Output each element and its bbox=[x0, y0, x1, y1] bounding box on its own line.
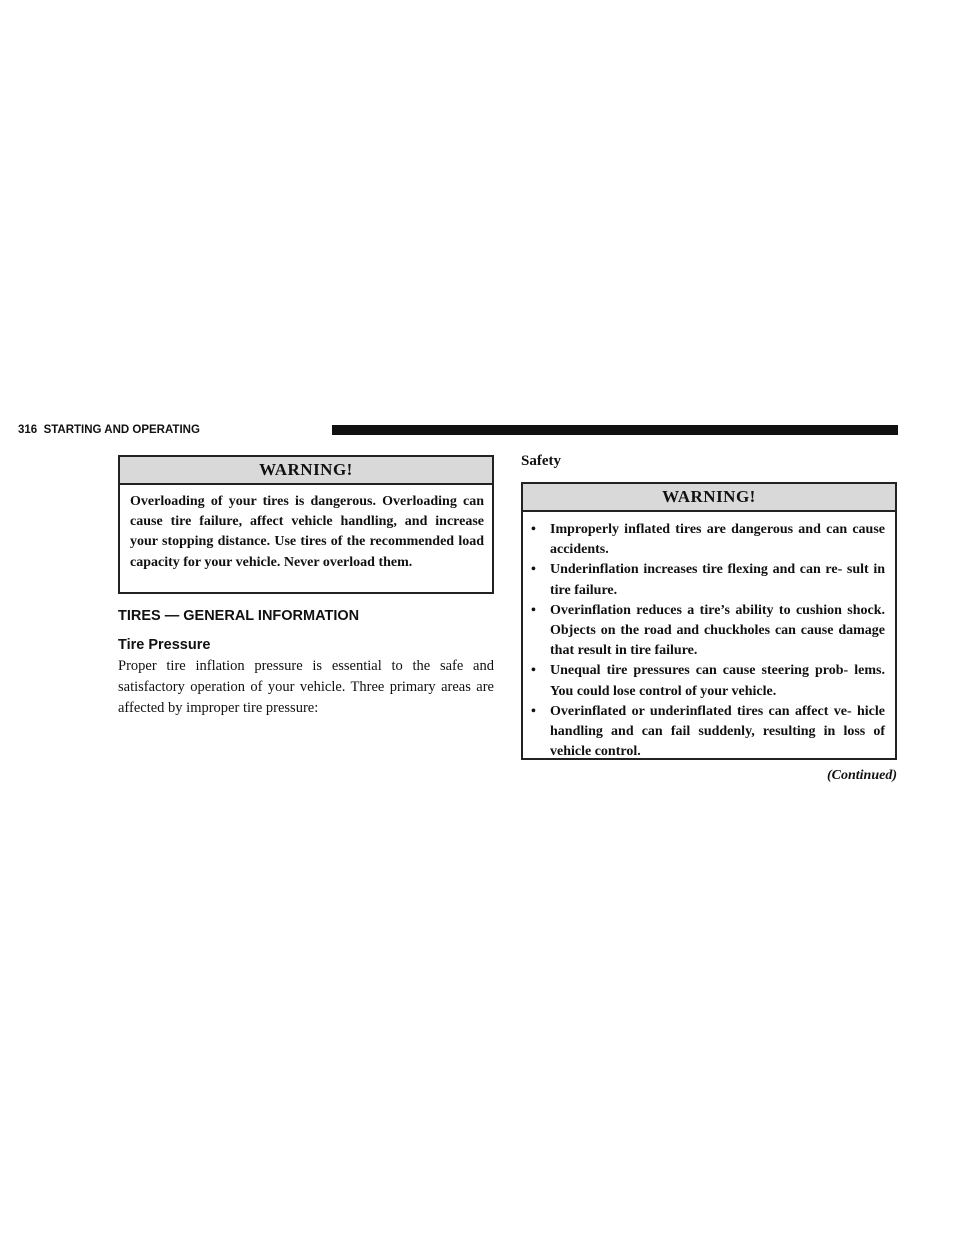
safety-heading: Safety bbox=[521, 453, 561, 469]
bullet-text: Unequal tire pressures can cause steering prob- lems. You could lose control of your vehicle. bbox=[550, 663, 885, 699]
tire-pressure-paragraph: Proper tire inflation pressure is essential to the safe and satisfactory operation of your vehicle. Three primary areas are affected by improper tire pressure: bbox=[118, 658, 494, 716]
bullet-icon: • bbox=[531, 522, 536, 537]
section-title: STARTING AND OPERATING bbox=[43, 424, 200, 436]
bullet-icon: • bbox=[531, 602, 536, 618]
overloading-warning-box bbox=[118, 455, 494, 594]
warning-bullet-item bbox=[531, 661, 885, 701]
warning-bullet-item bbox=[531, 560, 885, 600]
continued-label: (Continued) bbox=[826, 768, 897, 783]
page-header-text bbox=[18, 423, 200, 437]
bullet-text: Underinflation increases tire flexing and can re- sult in tire failure. bbox=[550, 562, 885, 598]
bullet-text: Overinflation reduces a tire’s ability to cushion shock. Objects on the road and chuckholes can cause damage that result in tire failure. bbox=[550, 602, 885, 659]
tire-pressure-heading: Tire Pressure bbox=[118, 637, 211, 653]
bullet-icon: • bbox=[531, 663, 536, 679]
header-rule bbox=[332, 425, 898, 435]
warning-title: WARNING! bbox=[523, 484, 895, 512]
page-number: 316 bbox=[18, 424, 38, 436]
section-heading: TIRES — GENERAL INFORMATION bbox=[118, 608, 360, 624]
warning-bullet-item bbox=[531, 520, 885, 560]
warning-bullet-list bbox=[523, 512, 895, 762]
bullet-icon: • bbox=[531, 562, 536, 578]
bullet-text: Overinflated or underinflated tires can affect ve- hicle handling and can fail suddenly, resulting in loss of vehicle control. bbox=[550, 703, 885, 760]
bullet-icon: • bbox=[531, 703, 536, 719]
warning-text: Overloading of your tires is dangerous. Overloading can cause tire failure, affect vehicle handling, and increase your stopping distance. Use tires of the recommended load capacity for your vehicle. Never overload them. bbox=[130, 494, 484, 570]
page-header bbox=[18, 423, 898, 437]
safety-warning-box bbox=[521, 482, 897, 760]
warning-bullet-item bbox=[531, 601, 885, 662]
warning-title: WARNING! bbox=[120, 457, 492, 485]
warning-bullet-item bbox=[531, 702, 885, 763]
bullet-text: Improperly inflated tires are dangerous and can cause accidents. bbox=[550, 522, 885, 558]
